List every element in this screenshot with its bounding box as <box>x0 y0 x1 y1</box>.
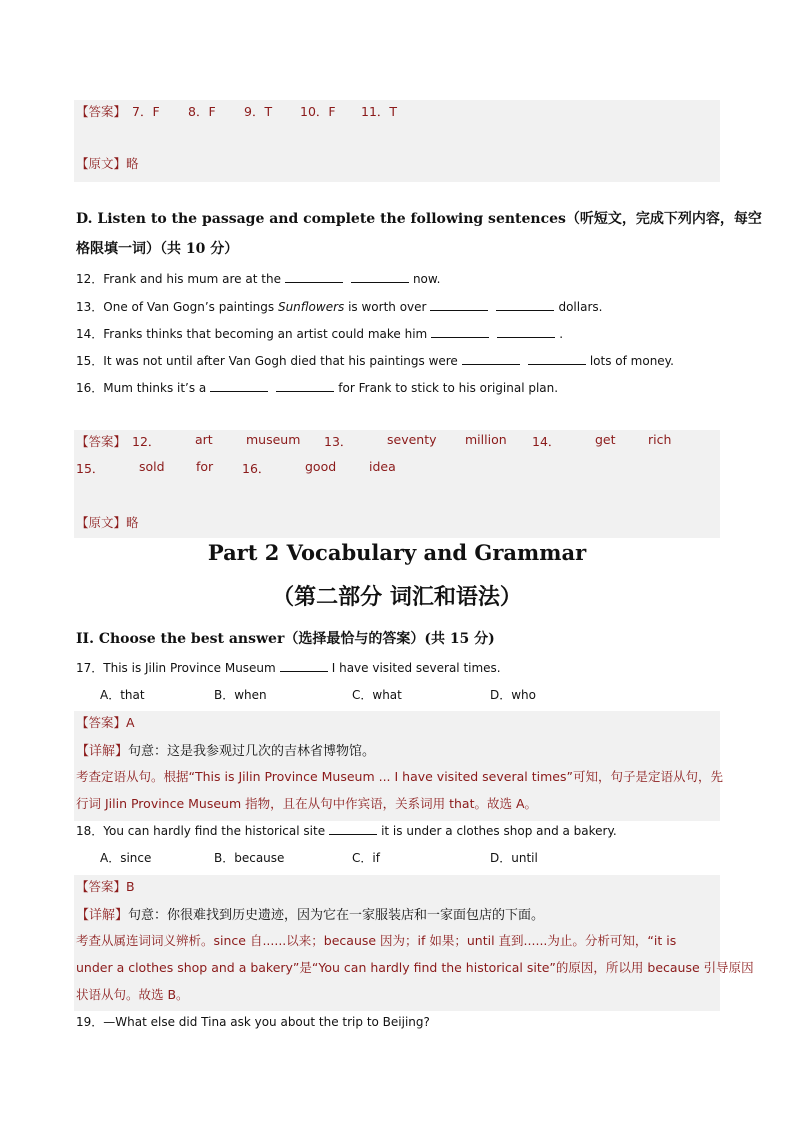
blank <box>430 300 488 311</box>
answer-token: for <box>196 459 214 474</box>
detail-17-line2: 考查定语从句。根据“This is Jilin Province Museum ... I have visited several times”可知，句子是定语从句，先 <box>76 769 723 784</box>
option-c: C．if <box>352 851 380 865</box>
answer-token: 16． <box>242 461 271 476</box>
option-c: C．what <box>352 688 402 702</box>
question-17: 17．This is Jilin Province Museum I have visited several times. <box>76 661 501 675</box>
blank <box>210 381 268 392</box>
answer-18: 【答案】B <box>76 879 135 894</box>
blank <box>280 661 328 672</box>
section-ii-heading: II. Choose the best answer（选择最恰与的答案）(共 15 分) <box>76 631 495 647</box>
answer-token: million <box>465 432 507 447</box>
blank <box>497 327 555 338</box>
blank <box>496 300 554 311</box>
answer-17: 【答案】A <box>76 715 135 730</box>
question-12: 12．Frank and his mum are at the now. <box>76 272 441 286</box>
option-a: A．since <box>100 851 152 865</box>
answer-token: art <box>195 432 213 447</box>
answer-token: good <box>305 459 337 474</box>
answer-token: 13． <box>324 434 353 449</box>
blank <box>285 272 343 283</box>
question-13: 13．One of Van Gogn’s paintings Sunflowers is worth over dollars. <box>76 300 603 314</box>
answer-9: 9．T <box>244 104 273 119</box>
answer-token: 12． <box>132 434 161 449</box>
detail-18-line3: under a clothes shop and a bakery”是“You can hardly find the historical site”的原因，所以用 because 引导原因 <box>76 960 754 975</box>
option-b: B．because <box>214 851 285 865</box>
option-d: D．who <box>490 688 537 702</box>
question-14: 14．Franks thinks that becoming an artist could make him . <box>76 327 564 341</box>
blank <box>329 824 377 835</box>
answer-11: 11．T <box>361 104 398 119</box>
answer-token: idea <box>369 459 396 474</box>
detail-17-line3: 行词 Jilin Province Museum 指物，且在从句中作宾语，关系词用 that。故选 A。 <box>76 796 538 811</box>
answer-token: seventy <box>387 432 437 447</box>
answer-token: 15． <box>76 461 105 476</box>
answer-token: sold <box>139 459 165 474</box>
answer-7: 7．F <box>132 104 160 119</box>
detail-18-line2: 考查从属连词词义辨析。since 自......以来；because 因为；if 如果；until 直到......为止。分析可知，“it is <box>76 933 677 948</box>
part2-title: Part 2 Vocabulary and Grammar <box>207 540 587 565</box>
transcript-label: 【原文】略 <box>76 515 139 530</box>
answer-label: 【答案】 <box>76 434 127 449</box>
option-d: D．until <box>490 851 538 865</box>
question-18: 18．You can hardly find the historical site it is under a clothes shop and a bakery. <box>76 824 617 838</box>
section-d-heading-cont: 格限填一词）（共 10 分） <box>76 241 239 257</box>
question-16: 16．Mum thinks it’s a for Frank to stick to his original plan. <box>76 381 559 395</box>
answer-10: 10．F <box>300 104 336 119</box>
answer-token: 14． <box>532 434 561 449</box>
blank <box>431 327 489 338</box>
answer-token: museum <box>246 432 301 447</box>
section-d-heading: D. Listen to the passage and complete the following sentences（听短文，完成下列内容，每空 <box>76 211 762 227</box>
blank <box>528 354 586 365</box>
answer-8: 8．F <box>188 104 216 119</box>
option-a: A．that <box>100 688 145 702</box>
blank <box>462 354 520 365</box>
question-19: 19．—What else did Tina ask you about the trip to Beijing? <box>76 1015 430 1029</box>
answer-token: get <box>595 432 616 447</box>
question-15: 15．It was not until after Van Gogh died that his paintings were lots of money. <box>76 354 674 368</box>
blank <box>351 272 409 283</box>
detail-18-line4: 状语从句。故选 B。 <box>76 987 189 1002</box>
part2-subtitle: （第二部分 词汇和语法） <box>272 584 522 610</box>
answer-label: 【答案】 <box>76 104 127 119</box>
detail-18-line1: 【详解】句意：你很难找到历史遗迹，因为它在一家服装店和一家面包店的下面。 <box>76 908 545 923</box>
transcript-label: 【原文】略 <box>76 156 139 171</box>
blank <box>276 381 334 392</box>
option-b: B．when <box>214 688 267 702</box>
answer-token: rich <box>648 432 672 447</box>
detail-17-line1: 【详解】句意：这是我参观过几次的吉林省博物馆。 <box>76 744 376 759</box>
